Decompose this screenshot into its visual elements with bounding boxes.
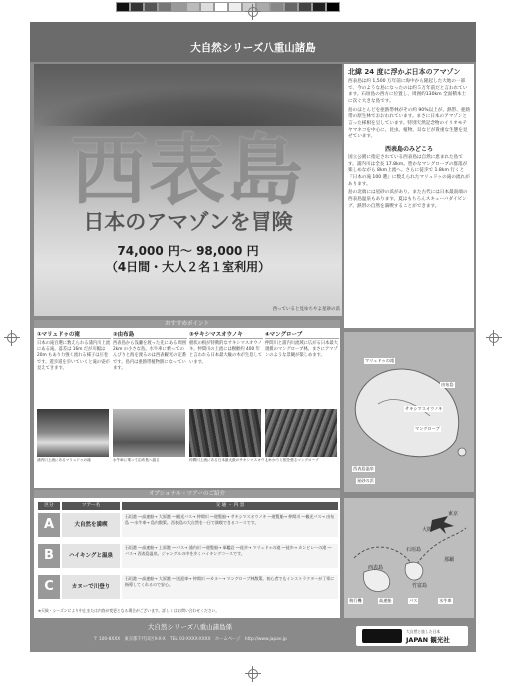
map-label-tree: サキシマスオウノキ (405, 406, 443, 411)
registration-mark-bottom (245, 666, 261, 682)
registration-mark-top (245, 4, 261, 20)
intro-subheading: 西表島のみどころ (384, 146, 433, 153)
legend-plane: 飛行機 (349, 598, 362, 603)
tour-price: 74,000 円〜 98,000 円 (117, 244, 259, 258)
tour-row (34, 574, 340, 601)
recommended-spots (34, 320, 340, 488)
registration-mark-right (486, 330, 502, 346)
tour-letter: C (38, 575, 60, 599)
col-tour-name: ツアー名 (62, 502, 120, 510)
spot-text: 日本の滝百選に数えられる浦内川上流にある滝。落差は 16m だが川幅は 20m もあり力強く流れる様子は圧巻です。遊歩道を歩いていくと滝の姿が見えてきます。 (37, 341, 111, 371)
spot-card (37, 330, 111, 463)
tours-heading: オプショナル・ツアーのご紹介 (34, 490, 340, 498)
tour-row (34, 543, 340, 570)
footer-title: 大自然シリーズ八重山諸島係 (147, 623, 233, 631)
route-map (344, 498, 474, 618)
legend-buffalo-cart: 水牛車 (439, 598, 452, 603)
tour-description: 石垣港 ―高速船→ 上原港 ―バス→ 浦内川 ―遊覧船→ 軍艦岩 ―徒歩→ マリュドゥの滝 ―徒歩→ カンピレーの滝 ―バス→ 西表島温泉。ジャングルの中を歩くハイキングコースです。 (122, 544, 338, 568)
intro-panel (344, 64, 474, 328)
island-map (344, 332, 474, 492)
water-buffalo-photo (113, 409, 185, 457)
city-ishigaki: 石垣島 (406, 547, 422, 553)
city-naha: 那覇 (444, 557, 455, 563)
mangrove-photo (265, 409, 337, 457)
tree-roots-photo (189, 409, 261, 457)
map-label-onsen: 西表島温泉 (353, 466, 374, 471)
spot-card (265, 330, 339, 463)
tour-letter: B (38, 544, 60, 568)
city-osaka: 大阪 (422, 527, 433, 533)
city-iriomote: 西表島 (368, 565, 384, 571)
tour-description: 石垣港 ―高速船→ 大原港 ―観光バス→ 仲間川 ―遊覧船→ サキシマスオウノキ ―遊覧船→ 仲間川 ―観光バス→ 由布島 ―水牛車→ 島内散策。西表島の大自然を一日で満喫できるコースです。 (122, 513, 338, 537)
intro-paragraph-1: 西表島は約 1,500 万年前に海中から隆起した大地の一部で、今のような島になったのは約５万年前だと言われています。石垣島の西方に位置し、周囲約130km 全面積本土に次ぐ大きな島です。 (348, 79, 468, 105)
spot-card (189, 330, 272, 463)
hero-title: 西表島 (71, 126, 305, 215)
spot-caption: 水牛車に乗って由布島へ渡る (113, 458, 160, 462)
spot-title: ①マリュドゥの滝 (37, 330, 111, 339)
tour-name: 大自然を満喫 (62, 513, 120, 537)
company-logo (356, 626, 468, 646)
spot-text: 板状の根が特徴的なサキシマスオウノキ。仲間川の上流には樹齢約 400 年と言われる日本最大級の木が生息しています。 (189, 341, 263, 365)
logo-tagline: 大自然と旅した日本 (406, 629, 441, 634)
intro-paragraph-2: 島のほとんどを亜熱帯林がその約 90%以上が、熱帯、亜熱帯の原生林でおおわれています。まさに日本のアマゾンと言った様相を呈しています。特別天然記念物のイリオモテヤマネコを中心に、昆虫、植物、貝などが貴重な生態を見せています。 (348, 107, 470, 140)
spot-text: 西表島から浅瀬を渡った先にある周囲 2km の小さな島。水牛車に乗ってのんびりと海を渡るのは西表観光の定番です。島内は亜熱帯植物園になっています。 (113, 341, 187, 371)
logo-name: JAPAN 観光社 (406, 636, 450, 644)
logo-mark-icon (362, 629, 402, 643)
airplane-icon (430, 516, 454, 534)
waterfall-photo (37, 409, 109, 457)
city-tokyo: 東京 (448, 511, 459, 517)
price-conditions: （4日間・大人２名１室利用） (105, 260, 271, 274)
map-label-waterfall: マリュドゥの滝 (365, 358, 395, 363)
registration-mark-left (4, 330, 20, 346)
spot-caption: 仲間川上流にある日本最大級のサキシマスオウノキ (189, 458, 272, 462)
spot-caption: しっかりと根を張るマングローブ (265, 458, 319, 462)
legend-ferry: 高速船 (379, 598, 392, 603)
spot-card (113, 330, 187, 463)
hero-caption: 西っていると見ゆちやよ星砂の浜 (272, 307, 340, 312)
spot-title: ③サキシマスオウノキ (189, 330, 263, 339)
col-category: 区分 (38, 502, 60, 510)
tour-name: ハイキングと温泉 (62, 544, 120, 568)
tours-note: ※天候・シーズンにより中止または内容が変更となる場合がございます。詳しくはお問い合わせください。 (38, 608, 220, 613)
map-label-mangrove: マングローブ (415, 426, 440, 431)
spot-caption: 浦内川上流にあるマリュドゥの滝 (37, 458, 91, 462)
tour-row (34, 512, 340, 539)
legend-bus: バス (409, 598, 418, 603)
series-title: 大自然シリーズ八重山諸島 (190, 42, 316, 54)
tour-name: カヌーで川登り (62, 575, 120, 599)
col-content: 交 通 ・ 内 容 (122, 502, 338, 510)
intro-paragraph-4: 島の北端には星砂の浜があり、また古代には日本最南端の西表島温泉もあります。夏はもちろんスキューバダイビング、熱帯の自然を満喫することができます。 (348, 190, 468, 209)
footer-contact: 〒 100-8XXX 東京都千代田区X-X-X TEL 03-XXXX-XXXX ホームページ http://www.japan.jp (93, 637, 287, 642)
map-label-beach: 星砂の浜 (357, 478, 374, 483)
intro-paragraph-3: 国立公園に指定されている西表島は自然に恵まれた島です。浦内川は全長 17.8km。豊かなマングローブの群落が楽しめながら 8km上流へ。さらに徒歩で 1.8km 行くと『日本の滝 100 選』に数えられたマリュドゥの滝の流れがあります。 (348, 155, 470, 187)
tour-description: 石垣港 ―高速船→ 大原港 ―送迎車→ 仲間川 ―カヌー→ マングローブ林散策。初心者でもインストラクターが丁寧に指導してくれるので安心。 (122, 575, 338, 599)
intro-heading: 北緯 24 度に浮かぶ日本のアマゾン (348, 68, 461, 76)
map-label-yufu: 由布島 (441, 382, 454, 387)
spot-title: ④マングローブ (265, 330, 339, 339)
tour-letter: A (38, 513, 60, 537)
spot-text: 仲間川と浦内川流域に広がる日本最大規模のマングローブ林。まさにアマゾンのような景観が楽しめます。 (265, 341, 339, 359)
hero-subtitle: 日本のアマゾンを冒険 (83, 209, 293, 234)
spots-heading: おすすめポイント (34, 320, 340, 328)
color-calibration-bar (116, 2, 340, 12)
city-taketomi: 竹富島 (412, 583, 428, 589)
optional-tours (34, 490, 340, 618)
spot-title: ②由布島 (113, 330, 187, 339)
